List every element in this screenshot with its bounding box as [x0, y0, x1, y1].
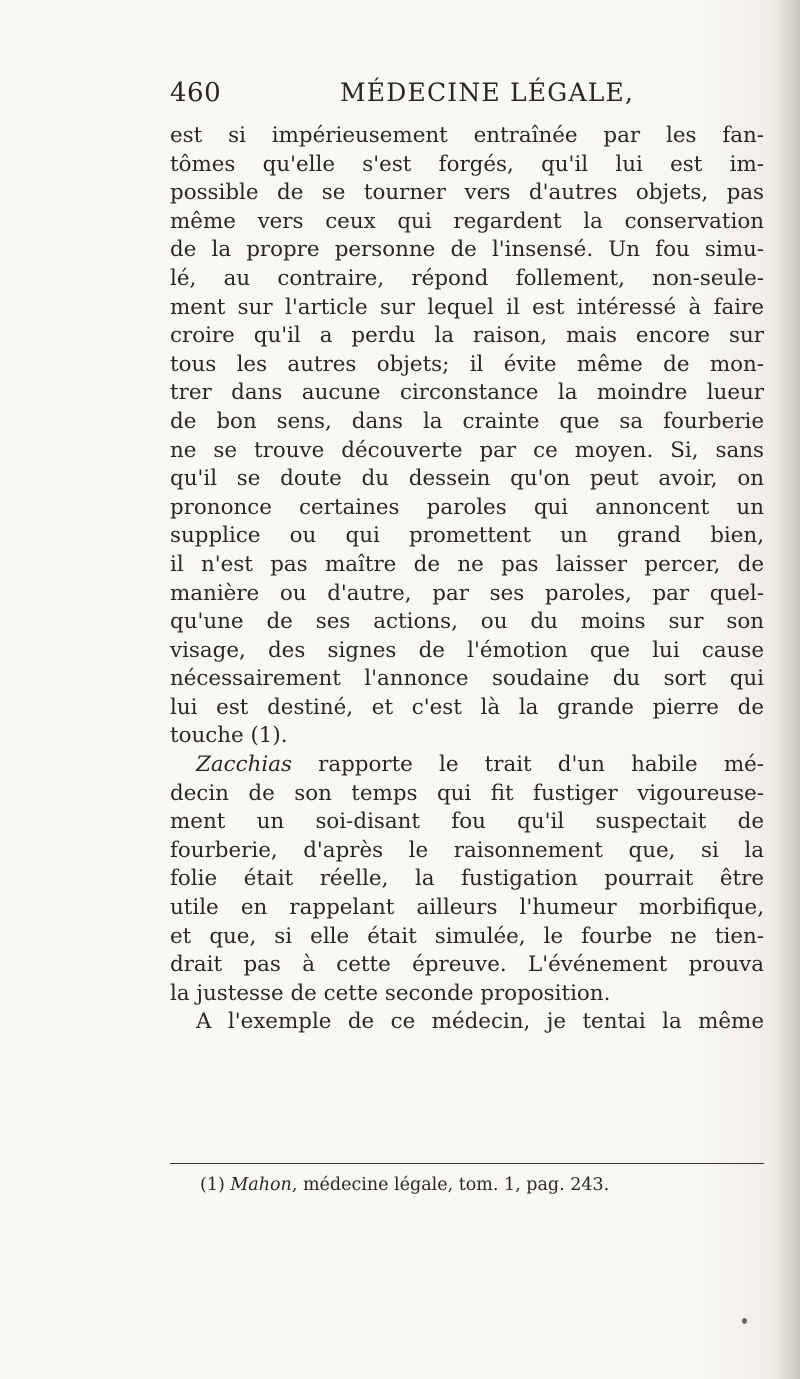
- text-line: drait pas à cette épreuve. L'événement prouva: [170, 952, 764, 978]
- text-line: qu'il se doute du dessein qu'on peut avoir, on: [170, 466, 764, 492]
- text-line: manière ou d'autre, par ses paroles, par quel-: [170, 580, 764, 606]
- text-line: croire qu'il a perdu la raison, mais encore sur: [170, 323, 764, 349]
- text-line: il n'est pas maître de ne pas laisser percer, de: [170, 551, 764, 577]
- text-line: folie était réelle, la fustigation pourrait être: [170, 866, 764, 892]
- text-line: et que, si elle était simulée, le fourbe ne tien-: [170, 923, 764, 949]
- text-line: visage, des signes de l'émotion que lui cause: [170, 637, 764, 663]
- footnote-author: Mahon: [230, 1175, 292, 1195]
- text-line: est si impérieusement entraînée par les fan-: [170, 123, 764, 148]
- text-line: prononce certaines paroles qui annoncent un: [170, 494, 764, 520]
- footnote-marker: (1): [200, 1175, 225, 1195]
- footnote-text: , médecine légale, tom. 1, pag. 243.: [291, 1175, 610, 1195]
- text-line: decin de son temps qui fit fustiger vigoureuse-: [170, 780, 764, 806]
- text-line: tous les autres objets; il évite même de mon-: [170, 351, 764, 377]
- text-line: fourberie, d'après le raisonnement que, si la: [170, 837, 764, 863]
- paragraph-2-first-line: [170, 751, 764, 780]
- text-line: ment sur l'article sur lequel il est intéressé à faire: [170, 294, 764, 320]
- text-fragment: rapporte le trait d'un habile mé-: [291, 752, 764, 778]
- text-line: lui est destiné, et c'est là la grande pierre de: [170, 694, 764, 720]
- text-line: trer dans aucune circonstance la moindre lueur: [170, 380, 764, 406]
- text-line: qu'une de ses actions, ou du moins sur son: [170, 609, 764, 635]
- paragraph-3-first-line: A l'exemple de ce médecin, je tentai la même: [196, 1009, 764, 1035]
- text-line: ne se trouve découverte par ce moyen. Si, sans: [170, 437, 764, 463]
- running-title: MÉDECINE LÉGALE,: [340, 78, 635, 107]
- ink-speck: [742, 1318, 747, 1324]
- text-line: la justesse de cette seconde proposition.: [170, 980, 611, 1006]
- page-edge-shadow: [774, 0, 800, 1379]
- text-line: de bon sens, dans la crainte que sa fourberie: [170, 408, 764, 434]
- text-line: de la propre personne de l'insensé. Un fou simu-: [170, 237, 764, 263]
- footnote: [200, 1172, 760, 1198]
- running-header: [170, 78, 730, 118]
- footnote-rule: [170, 1163, 764, 1164]
- page-number: 460: [170, 78, 222, 108]
- body-text: [170, 122, 764, 1037]
- text-line: touche (1).: [170, 723, 288, 749]
- text-line: lé, au contraire, répond follement, non-seule-: [170, 265, 764, 291]
- text-line: possible de se tourner vers d'autres objets, pas: [170, 180, 764, 206]
- text-line: nécessairement l'annonce soudaine du sort qui: [170, 666, 764, 692]
- text-line: utile en rappelant ailleurs l'humeur morbifique,: [170, 895, 764, 921]
- text-line: même vers ceux qui regardent la conservation: [170, 208, 764, 234]
- text-line: supplice ou qui promettent un grand bien,: [170, 523, 764, 549]
- author-name: Zacchias: [196, 752, 292, 778]
- text-line: tômes qu'elle s'est forgés, qu'il lui est im-: [170, 151, 764, 177]
- text-line: ment un soi-disant fou qu'il suspectait de: [170, 809, 764, 835]
